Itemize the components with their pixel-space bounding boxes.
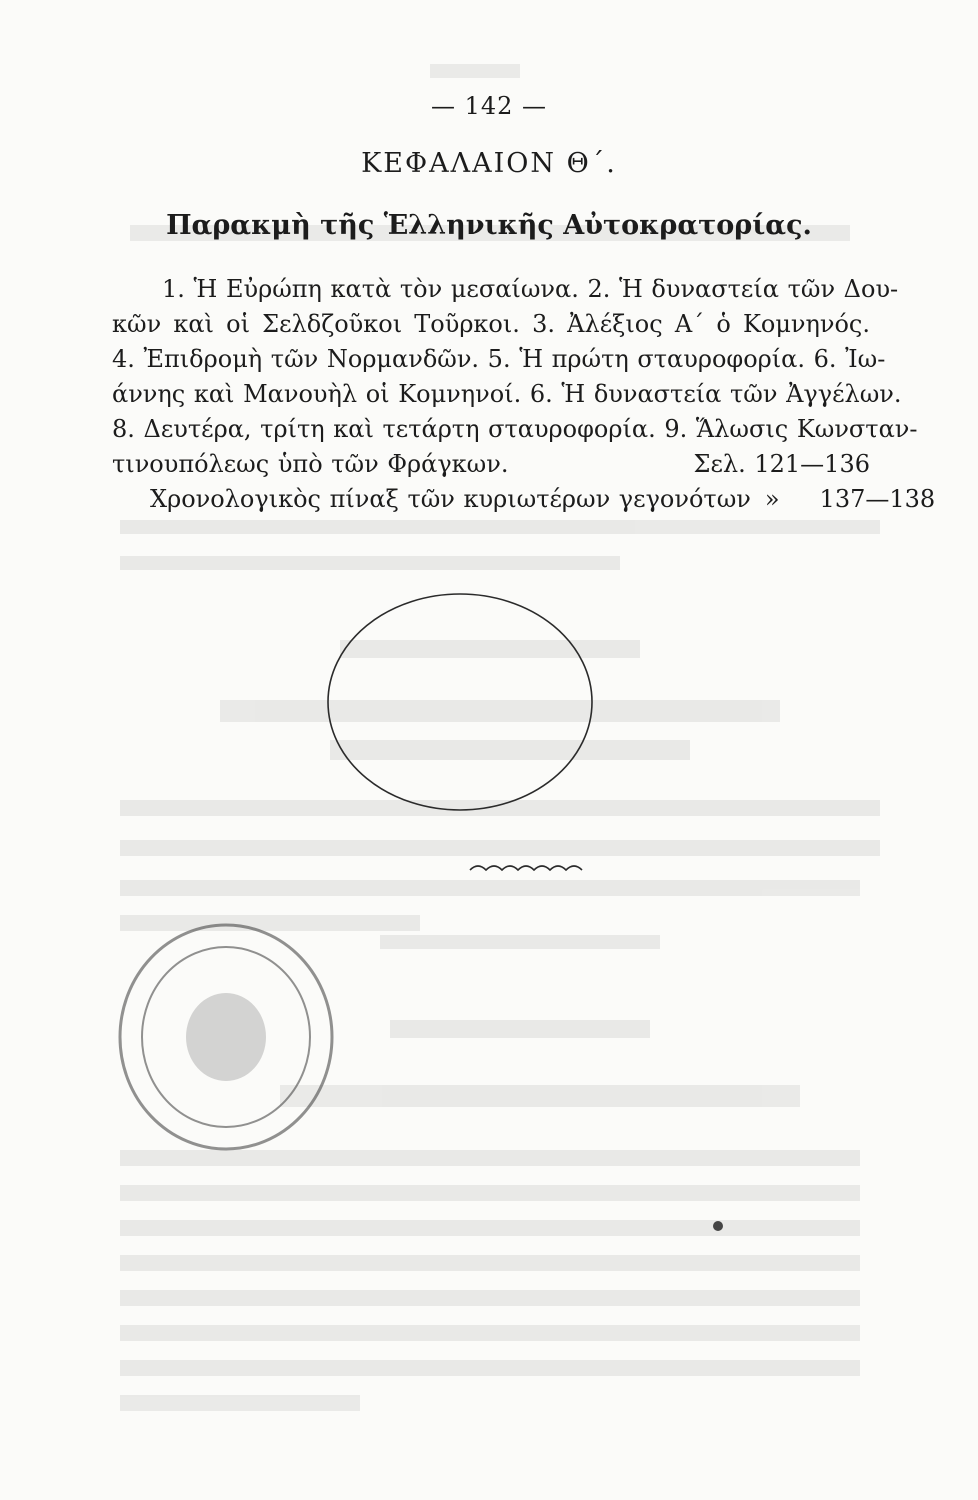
contents-line: άννης καὶ Μανουὴλ οἱ Κομνηνοί. 6. Ἡ δυναστεία τῶν Ἀγγέλων. [112,380,902,408]
contents-text: τινουπόλεως ὑπὸ τῶν Φράγκων. [112,450,509,478]
chronology-line [112,482,936,517]
contents-line-with-pages [112,447,870,482]
chapter-contents [112,272,936,517]
chronology-page-range: 137—138 [819,485,936,513]
chapter-title: Παρακμὴ τῆς Ἑλληνικῆς Αὐτοκρατορίας. [166,210,812,241]
chapter-heading: ΚΕΦΑΛΑΙΟΝ Θ΄. [361,148,617,179]
contents-line: 1. Ἡ Εὐρώπη κατὰ τὸν μεσαίωνα. 2. Ἡ δυναστεία τῶν Δου- [162,275,899,303]
ditto-mark: » [764,485,780,513]
page-number: — 142 — [430,92,548,120]
chronology-label: Χρονολογικὸς πίναξ τῶν κυριωτέρων γεγονότων [150,485,751,513]
contents-line: κῶν καὶ οἱ Σελδζοῦκοι Τοῦρκοι. 3. Ἀλέξιος Α΄ ὁ Κομνηνός. [112,310,870,338]
contents-line: 8. Δευτέρα, τρίτη καὶ τετάρτη σταυροφορία. 9. Ἅλωσις Κωνσταν- [112,415,918,443]
contents-line: 4. Ἐπιδρομὴ τῶν Νορμανδῶν. 5. Ἡ πρώτη σταυροφορία. 6. Ἰω- [112,345,886,373]
page-range: Σελ. 121—136 [693,450,870,478]
